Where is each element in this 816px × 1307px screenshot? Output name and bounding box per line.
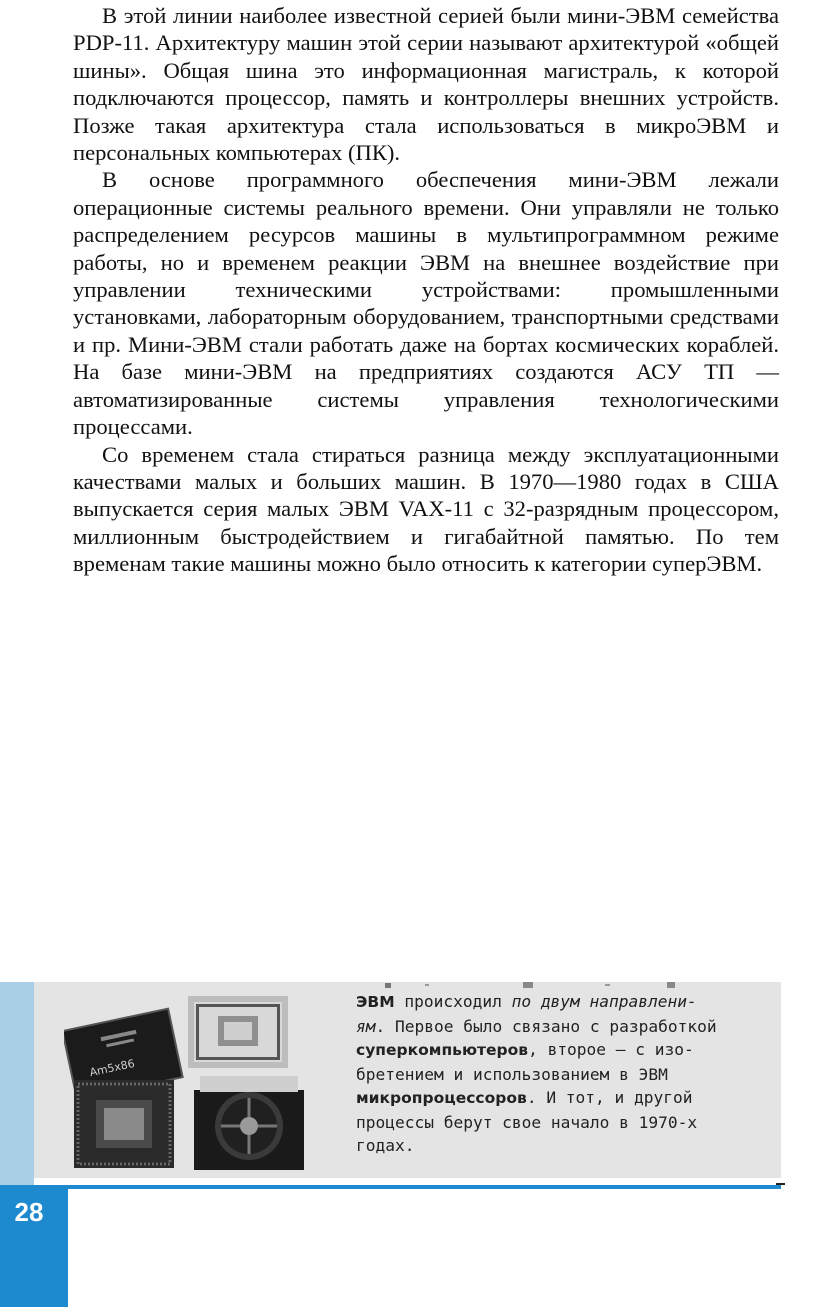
paragraph-1: В этой линии наиболее известной серией были мини-ЭВМ семейства PDP-11. Архитектуру машин этой серии называют архитектурой «общей шины». Общая шина это информационная магистраль, к которой подключаются процессор, память и контроллеры внешних устройств. Позже такая архитектура стала использоваться в микроЭВМ и персональных компьютерах (ПК). [73,3,779,166]
emph-two-directions: по двум направлени- [511,992,697,1011]
inset-text-run: происходил [394,992,512,1011]
paragraph-3: Со временем стала стираться разница между эксплуатационными качествами малых и больших машин. В 1970—1980 годах в США выпускается серия малых ЭВМ VAX-11 с 32-разрядным процессором, миллионным быстродействием и гигабайтной памятью. По тем временам такие машины можно было относить к категории суперЭВМ. [73,441,779,577]
inset-line-7: годах. [356,1136,415,1155]
term-evm: ЭВМ [356,993,395,1011]
emph-yam: ям [356,1016,376,1036]
paragraph-2: В основе программного обеспечения мини-ЭВМ лежали операционные системы реального времени. Они управляли не только распределением ресурсов машины в мультипрограммном режиме работы, но и временем реакции ЭВМ на внешнее воздействие при управлении техническими устройствами: промышленными установками, лабораторным оборудованием, транспортными средствами и пр. Мини-ЭВМ стали работать даже на бортах космических кораблей. На базе мини-ЭВМ на предприятиях создаются АСУ ТП — автоматизированные системы управления технологическими процессами. [73,167,779,440]
footer-rule [68,1185,781,1189]
page-number: 28 [14,1197,44,1227]
bottom-inset-band [0,982,816,1307]
microprocessor-photos [64,992,340,1172]
inset-text-run: . Первое было связано с разработкой [375,1016,717,1036]
inset-text-run: , второе — с изо- [528,1040,694,1059]
chip-with-fan [194,1076,304,1170]
main-text [73,2,779,578]
page-number-box [0,1185,68,1307]
footer-dash [776,1183,785,1185]
inset-line-6: процессы берут свое начало в 1970-х [356,1112,698,1132]
term-supercomputers: суперкомпьютеров [356,1041,529,1059]
chip-pga [188,996,288,1068]
margin-blue-strip [0,982,34,1187]
inset-text [356,990,780,1158]
inset-text-run: . И тот, и другой [526,1088,693,1107]
chip-dark-pga [74,1080,174,1168]
cut-off-previous-line [385,982,685,988]
chip-label: Am5x86 [88,1056,136,1080]
inset-line-4: бретением и использованием в ЭВМ [356,1064,668,1084]
term-microprocessors: микропроцессоров [356,1089,527,1107]
